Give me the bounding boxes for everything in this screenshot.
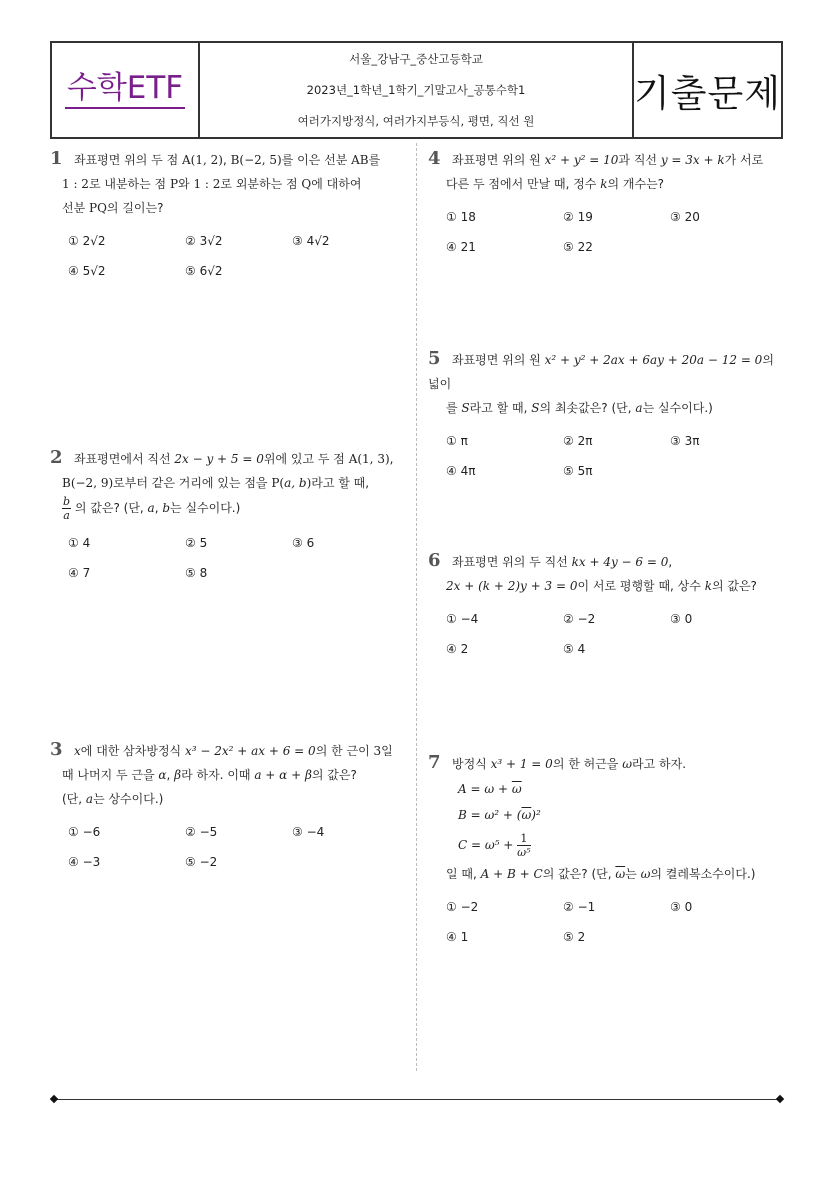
question-1 (50, 147, 395, 292)
page-label: 기출문제 (634, 72, 781, 115)
question-number: 4 (428, 148, 441, 169)
answer-choices (428, 208, 788, 268)
choice-2[interactable]: ② 2π (563, 434, 593, 448)
choice-3[interactable]: ③ 20 (670, 210, 700, 224)
choice-3[interactable]: ③ 0 (670, 900, 693, 914)
equation-b: $B = \omega^2 + (\overline{\omega})^2$ (458, 808, 541, 822)
question-6 (428, 549, 788, 670)
answer-choices (428, 898, 788, 958)
choice-4[interactable]: ④ 1 (446, 930, 469, 944)
choice-2[interactable]: ② −5 (185, 825, 218, 839)
choice-1[interactable]: ① π (446, 434, 468, 448)
exam-topics: 여러가지방정식, 여러가지부등식, 평면, 직선 원 (297, 114, 535, 129)
choice-1[interactable]: ① −4 (446, 612, 479, 626)
question-2 (50, 446, 395, 594)
choice-1[interactable]: ① −2 (446, 900, 479, 914)
question-text-cont: 일 때, A + B + C의 값은? (단, $\overline{\omega}$는 ω의 켤레복소수이다.) (446, 867, 756, 881)
choice-3[interactable]: ③ 3π (670, 434, 700, 448)
choice-1[interactable]: ① 2√2 (68, 234, 106, 248)
choice-2[interactable]: ② −2 (563, 612, 596, 626)
question-number: 1 (50, 148, 63, 169)
equation-c: C = ω⁵ + $\frac{1}{\text{ω⁵}}$ (458, 832, 531, 859)
choice-5[interactable]: ⑤ −2 (185, 855, 218, 869)
question-text: 6 좌표평면 위의 두 직선 kx + 4y − 6 = 0, 2x + (k + 2)y + 3 = 0이 서로 평행할 때, 상수 k의 값은? (428, 550, 757, 593)
choice-1[interactable]: ① 18 (446, 210, 476, 224)
exam-title: 2023년_1학년_1학기_기말고사_공통수학1 (306, 82, 526, 97)
question-number: 6 (428, 550, 441, 571)
answer-choices (50, 534, 395, 594)
column-divider (416, 143, 417, 1071)
question-number: 3 (50, 739, 63, 760)
choice-1[interactable]: ① 4 (68, 536, 91, 550)
choice-3[interactable]: ③ 4√2 (292, 234, 330, 248)
choice-4[interactable]: ④ 4π (446, 464, 476, 478)
question-7 (428, 751, 788, 958)
question-text: 3 x에 대한 삼차방정식 x³ − 2x² + ax + 6 = 0의 한 근이 3일 때 나머지 두 근을 α, β라 하자. 이때 a + α + β의 값은? (단, a는 상수이다.) (50, 739, 393, 806)
choice-3[interactable]: ③ 6 (292, 536, 315, 550)
question-text: 1 좌표평면 위의 두 점 A(1, 2), B(−2, 5)를 이은 선분 AB를 1 : 2로 내분하는 점 P와 1 : 2로 외분하는 점 Q에 대하여 선분 PQ의 길이는? (50, 148, 381, 215)
logo: 수학ETF (65, 71, 185, 110)
label-cell (634, 43, 781, 137)
question-number: 5 (428, 348, 441, 369)
footer-rule (54, 1099, 780, 1100)
question-4 (428, 147, 788, 268)
choice-2[interactable]: ② −1 (563, 900, 596, 914)
choice-4[interactable]: ④ 2 (446, 642, 469, 656)
choice-4[interactable]: ④ 5√2 (68, 264, 106, 278)
question-5 (428, 347, 788, 492)
choice-4[interactable]: ④ 7 (68, 566, 91, 580)
choice-5[interactable]: ⑤ 2 (563, 930, 586, 944)
exam-info-cell (200, 43, 634, 137)
school-name: 서울_강남구_중산고등학교 (349, 51, 483, 66)
equation-a: $A = \omega + \overline{\omega}$ (458, 782, 522, 796)
answer-choices (50, 232, 395, 292)
choice-4[interactable]: ④ 21 (446, 240, 476, 254)
choice-2[interactable]: ② 5 (185, 536, 208, 550)
question-text: 2 좌표평면에서 직선 2x − y + 5 = 0위에 있고 두 점 A(1, 3), B(−2, 9)로부터 같은 거리에 있는 점을 P(a, b)라고 할 때, $\frac{b}{a}$ 의 값은? (단, a, b는 실수이다.) (50, 447, 394, 522)
choice-5[interactable]: ⑤ 8 (185, 566, 208, 580)
choice-5[interactable]: ⑤ 4 (563, 642, 586, 656)
choice-3[interactable]: ③ −4 (292, 825, 325, 839)
answer-choices (428, 432, 788, 492)
question-text: 5 좌표평면 위의 원 x² + y² + 2ax + 6ay + 20a − 12 = 0의 넓이 를 S라고 할 때, S의 최솟값은? (단, a는 실수이다.) (428, 348, 774, 415)
question-3 (50, 738, 395, 883)
choice-5[interactable]: ⑤ 22 (563, 240, 593, 254)
exam-header (50, 41, 783, 139)
choice-4[interactable]: ④ −3 (68, 855, 101, 869)
choice-2[interactable]: ② 19 (563, 210, 593, 224)
choice-5[interactable]: ⑤ 5π (563, 464, 593, 478)
question-text: 4 좌표평면 위의 원 x² + y² = 10과 직선 y = 3x + k가 서로 다른 두 점에서 만날 때, 정수 k의 개수는? (428, 148, 764, 191)
choice-3[interactable]: ③ 0 (670, 612, 693, 626)
diamond-right-icon (776, 1095, 784, 1103)
diamond-left-icon (50, 1095, 58, 1103)
question-number: 2 (50, 447, 63, 468)
question-number: 7 (428, 752, 441, 773)
answer-choices (428, 610, 788, 670)
choice-2[interactable]: ② 3√2 (185, 234, 223, 248)
choice-1[interactable]: ① −6 (68, 825, 101, 839)
logo-cell (52, 43, 200, 137)
answer-choices (50, 823, 395, 883)
choice-5[interactable]: ⑤ 6√2 (185, 264, 223, 278)
question-text: 7 방정식 x³ + 1 = 0의 한 허근을 ω라고 하자. (428, 752, 687, 773)
